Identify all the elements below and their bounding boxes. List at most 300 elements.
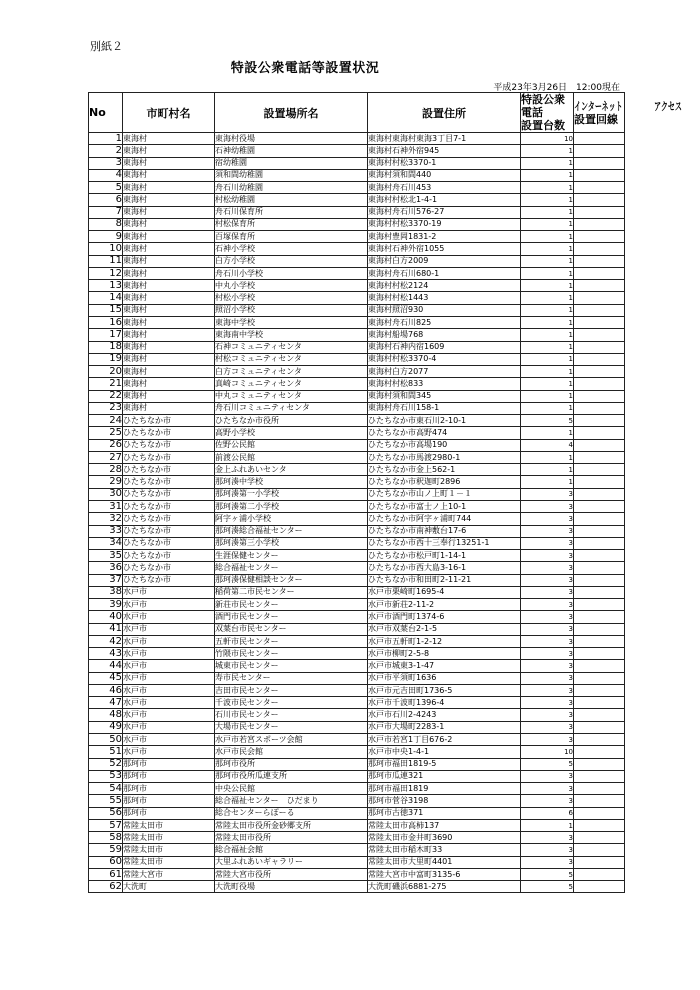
cell-no: 59 <box>89 844 123 856</box>
cell-municipality: 東海村 <box>123 194 215 206</box>
table-row <box>89 684 625 696</box>
header-line: 特設公衆 <box>521 93 565 106</box>
cell-municipality: 大洗町 <box>123 881 215 893</box>
table-row <box>89 390 625 402</box>
cell-place: 石川市民センター <box>215 709 368 721</box>
cell-internet-lines <box>574 746 625 758</box>
cell-internet-lines <box>574 169 625 181</box>
cell-address: 那珂市福田1819 <box>368 783 521 795</box>
table-row <box>89 218 625 230</box>
cell-address: 常陸太田市稲木町33 <box>368 844 521 856</box>
table-row <box>89 439 625 451</box>
cell-phone-count: 3 <box>521 599 574 611</box>
cell-address: 水戸市城東3-1-47 <box>368 660 521 672</box>
cell-municipality: 東海村 <box>123 267 215 279</box>
cell-internet-lines <box>574 758 625 770</box>
cell-place: 那珂市役所瓜連支所 <box>215 770 368 782</box>
cell-phone-count: 1 <box>521 329 574 341</box>
table-row <box>89 255 625 267</box>
cell-place: 舟石川小学校 <box>215 267 368 279</box>
cell-no: 54 <box>89 783 123 795</box>
cell-place: 須和間幼稚園 <box>215 169 368 181</box>
cell-address: 大洗町磯浜6881-275 <box>368 881 521 893</box>
cell-internet-lines <box>574 206 625 218</box>
cell-no: 11 <box>89 255 123 267</box>
cell-place: 那珂湊第一小学校 <box>215 488 368 500</box>
cell-internet-lines <box>574 611 625 623</box>
cell-phone-count: 5 <box>521 868 574 880</box>
cell-address: 水戸市元吉田町1736-5 <box>368 684 521 696</box>
cell-place: 石神幼稚園 <box>215 145 368 157</box>
cell-phone-count: 3 <box>521 684 574 696</box>
table-row <box>89 280 625 292</box>
cell-internet-lines <box>574 366 625 378</box>
cell-no: 33 <box>89 525 123 537</box>
cell-no: 6 <box>89 194 123 206</box>
cell-internet-lines <box>574 329 625 341</box>
table-row <box>89 832 625 844</box>
cell-address: 東海村村松3370-4 <box>368 353 521 365</box>
cell-place: 金上ふれあいセンタ <box>215 464 368 476</box>
cell-no: 16 <box>89 316 123 328</box>
cell-place: 東海村役場 <box>215 133 368 145</box>
cell-place: 村松小学校 <box>215 292 368 304</box>
cell-no: 37 <box>89 574 123 586</box>
cell-internet-lines <box>574 586 625 598</box>
cell-municipality: 水戸市 <box>123 697 215 709</box>
table-row <box>89 341 625 353</box>
cell-no: 39 <box>89 599 123 611</box>
cell-phone-count: 10 <box>521 133 574 145</box>
cell-phone-count: 3 <box>521 611 574 623</box>
cell-no: 13 <box>89 280 123 292</box>
table-row <box>89 476 625 488</box>
cell-municipality: ひたちなか市 <box>123 500 215 512</box>
cell-place: 白方小学校 <box>215 255 368 267</box>
cell-no: 10 <box>89 243 123 255</box>
cell-municipality: 東海村 <box>123 292 215 304</box>
cell-internet-lines <box>574 623 625 635</box>
cell-municipality: 東海村 <box>123 341 215 353</box>
cell-phone-count: 1 <box>521 378 574 390</box>
table-row <box>89 231 625 243</box>
cell-municipality: ひたちなか市 <box>123 537 215 549</box>
cell-place: 総合福祉センター ひだまり <box>215 795 368 807</box>
cell-municipality: 水戸市 <box>123 623 215 635</box>
cell-phone-count: 3 <box>521 672 574 684</box>
cell-place: 稲荷第二市民センター <box>215 586 368 598</box>
table-row <box>89 550 625 562</box>
table-row <box>89 783 625 795</box>
cell-no: 4 <box>89 169 123 181</box>
cell-address: 東海村舟石川680-1 <box>368 267 521 279</box>
cell-no: 21 <box>89 378 123 390</box>
cell-municipality: 水戸市 <box>123 611 215 623</box>
table-row <box>89 562 625 574</box>
cell-place: 中央公民館 <box>215 783 368 795</box>
cell-place: 大洗町役場 <box>215 881 368 893</box>
cell-address: 水戸市石川2-4243 <box>368 709 521 721</box>
installation-table <box>88 92 682 893</box>
cell-municipality: 那珂市 <box>123 758 215 770</box>
cell-address: 東海村白方2077 <box>368 366 521 378</box>
cell-address: 東海村石神内宿1609 <box>368 341 521 353</box>
cell-address: ひたちなか市南神敷台17-6 <box>368 525 521 537</box>
table-row <box>89 267 625 279</box>
cell-no: 15 <box>89 304 123 316</box>
cell-no: 8 <box>89 218 123 230</box>
cell-no: 3 <box>89 157 123 169</box>
cell-municipality: 東海村 <box>123 390 215 402</box>
cell-phone-count: 1 <box>521 341 574 353</box>
cell-no: 22 <box>89 390 123 402</box>
cell-phone-count: 3 <box>521 488 574 500</box>
cell-phone-count: 3 <box>521 795 574 807</box>
cell-phone-count: 3 <box>521 586 574 598</box>
cell-phone-count: 4 <box>521 439 574 451</box>
cell-phone-count: 5 <box>521 415 574 427</box>
cell-internet-lines <box>574 316 625 328</box>
cell-municipality: 東海村 <box>123 133 215 145</box>
cell-place: 宿幼稚園 <box>215 157 368 169</box>
cell-phone-count: 1 <box>521 427 574 439</box>
header-line: 設置回線 <box>574 112 618 126</box>
cell-phone-count: 3 <box>521 770 574 782</box>
cell-place: 千波市民センター <box>215 697 368 709</box>
cell-municipality: 水戸市 <box>123 599 215 611</box>
cell-phone-count: 1 <box>521 402 574 414</box>
cell-internet-lines <box>574 292 625 304</box>
cell-municipality: 水戸市 <box>123 709 215 721</box>
cell-internet-lines <box>574 402 625 414</box>
cell-no: 41 <box>89 623 123 635</box>
table-row <box>89 697 625 709</box>
cell-internet-lines <box>574 341 625 353</box>
cell-internet-lines <box>574 734 625 746</box>
cell-phone-count: 1 <box>521 280 574 292</box>
table-row <box>89 807 625 819</box>
cell-address: 東海村東海村東海3丁目7-1 <box>368 133 521 145</box>
cell-address: 東海村村松3370-1 <box>368 157 521 169</box>
cell-address: 東海村村松833 <box>368 378 521 390</box>
header-line: 電話 <box>521 106 543 119</box>
cell-internet-lines <box>574 770 625 782</box>
cell-address: ひたちなか市東石川2-10-1 <box>368 415 521 427</box>
cell-no: 48 <box>89 709 123 721</box>
cell-phone-count: 10 <box>521 746 574 758</box>
cell-place: 竹隈市民センター <box>215 648 368 660</box>
table-row <box>89 402 625 414</box>
table-row <box>89 746 625 758</box>
table-row <box>89 378 625 390</box>
cell-municipality: 東海村 <box>123 280 215 292</box>
cell-phone-count: 1 <box>521 464 574 476</box>
cell-municipality: 東海村 <box>123 366 215 378</box>
cell-phone-count: 3 <box>521 623 574 635</box>
cell-no: 45 <box>89 672 123 684</box>
cell-municipality: ひたちなか市 <box>123 574 215 586</box>
cell-address: 水戸市双葉台2-1-5 <box>368 623 521 635</box>
cell-address: 東海村船場768 <box>368 329 521 341</box>
cell-no: 27 <box>89 451 123 463</box>
cell-municipality: 東海村 <box>123 231 215 243</box>
table-row <box>89 721 625 733</box>
cell-municipality: 東海村 <box>123 157 215 169</box>
cell-internet-lines <box>574 464 625 476</box>
cell-place: 大里ふれあいギャラリー <box>215 856 368 868</box>
cell-municipality: ひたちなか市 <box>123 439 215 451</box>
cell-address: 東海村石神外宿945 <box>368 145 521 157</box>
table-row <box>89 500 625 512</box>
cell-internet-lines <box>574 574 625 586</box>
cell-phone-count: 1 <box>521 243 574 255</box>
cell-phone-count: 5 <box>521 758 574 770</box>
cell-internet-lines <box>574 562 625 574</box>
cell-internet-lines <box>574 635 625 647</box>
cell-municipality: 東海村 <box>123 218 215 230</box>
table-row <box>89 758 625 770</box>
table-row <box>89 574 625 586</box>
cell-internet-lines <box>574 243 625 255</box>
column-header-municipality: 市町村名 <box>123 93 215 133</box>
cell-place: 水戸市民会館 <box>215 746 368 758</box>
cell-place: 城東市民センター <box>215 660 368 672</box>
cell-phone-count: 3 <box>521 844 574 856</box>
cell-no: 32 <box>89 513 123 525</box>
cell-no: 61 <box>89 868 123 880</box>
table-row <box>89 292 625 304</box>
table-row <box>89 868 625 880</box>
cell-phone-count: 3 <box>521 660 574 672</box>
cell-place: 常陸太田市役所金砂郷支所 <box>215 819 368 831</box>
table-row <box>89 525 625 537</box>
cell-phone-count: 3 <box>521 574 574 586</box>
cell-place: 那珂湊保健相談センター <box>215 574 368 586</box>
cell-internet-lines <box>574 231 625 243</box>
cell-municipality: ひたちなか市 <box>123 525 215 537</box>
cell-address: 常陸太田市高柿137 <box>368 819 521 831</box>
table-row <box>89 537 625 549</box>
table-row <box>89 611 625 623</box>
cell-municipality: 東海村 <box>123 304 215 316</box>
cell-phone-count: 3 <box>521 734 574 746</box>
cell-no: 18 <box>89 341 123 353</box>
cell-no: 58 <box>89 832 123 844</box>
cell-no: 62 <box>89 881 123 893</box>
cell-phone-count: 1 <box>521 292 574 304</box>
cell-place: 生涯保健センター <box>215 550 368 562</box>
cell-internet-lines <box>574 513 625 525</box>
cell-internet-lines <box>574 795 625 807</box>
cell-no: 49 <box>89 721 123 733</box>
cell-internet-lines <box>574 525 625 537</box>
cell-municipality: 常陸大宮市 <box>123 868 215 880</box>
table-row <box>89 660 625 672</box>
table-row <box>89 243 625 255</box>
cell-internet-lines <box>574 660 625 672</box>
cell-internet-lines <box>574 157 625 169</box>
cell-municipality: ひたちなか市 <box>123 415 215 427</box>
table-row <box>89 734 625 746</box>
cell-municipality: ひたちなか市 <box>123 550 215 562</box>
cell-municipality: 水戸市 <box>123 660 215 672</box>
cell-address: ひたちなか市釈迦町2896 <box>368 476 521 488</box>
cell-internet-lines <box>574 856 625 868</box>
cell-internet-lines <box>574 218 625 230</box>
cell-phone-count: 1 <box>521 316 574 328</box>
cell-no: 50 <box>89 734 123 746</box>
cell-phone-count: 3 <box>521 856 574 868</box>
header-line: インターネット <box>574 99 623 113</box>
cell-internet-lines <box>574 672 625 684</box>
cell-address: 東海村舟石川158-1 <box>368 402 521 414</box>
table-row <box>89 169 625 181</box>
table-row <box>89 415 625 427</box>
cell-no: 46 <box>89 684 123 696</box>
table-row <box>89 881 625 893</box>
cell-address: 東海村村松1443 <box>368 292 521 304</box>
cell-place: 水戸市若宮スポーツ会館 <box>215 734 368 746</box>
cell-no: 12 <box>89 267 123 279</box>
table-row <box>89 206 625 218</box>
cell-internet-lines <box>574 194 625 206</box>
cell-internet-lines <box>574 648 625 660</box>
cell-internet-lines <box>574 476 625 488</box>
cell-place: 村松保育所 <box>215 218 368 230</box>
table-row <box>89 672 625 684</box>
cell-place: 寿市民センター <box>215 672 368 684</box>
column-header-address: 設置住所 <box>368 93 521 133</box>
table-row <box>89 194 625 206</box>
cell-no: 30 <box>89 488 123 500</box>
cell-phone-count: 1 <box>521 476 574 488</box>
table-row <box>89 586 625 598</box>
attachment-label: 別紙２ <box>90 40 123 53</box>
cell-address: ひたちなか市山ノ上町１－１ <box>368 488 521 500</box>
cell-place: 村松幼稚園 <box>215 194 368 206</box>
document-title: 特設公衆電話等設置状況 <box>230 61 380 76</box>
cell-phone-count: 3 <box>521 648 574 660</box>
cell-internet-lines <box>574 868 625 880</box>
cell-municipality: 常陸太田市 <box>123 844 215 856</box>
cell-place: 百塚保育所 <box>215 231 368 243</box>
cell-place: 総合センターらぽーる <box>215 807 368 819</box>
column-header-internet-lines <box>574 93 682 133</box>
cell-internet-lines <box>574 832 625 844</box>
cell-municipality: 常陸太田市 <box>123 819 215 831</box>
cell-address: 常陸大宮市中富町3135-6 <box>368 868 521 880</box>
cell-internet-lines <box>574 182 625 194</box>
cell-internet-lines <box>574 255 625 267</box>
cell-place: 酒門市民センター <box>215 611 368 623</box>
cell-phone-count: 1 <box>521 267 574 279</box>
cell-no: 44 <box>89 660 123 672</box>
cell-no: 28 <box>89 464 123 476</box>
cell-no: 34 <box>89 537 123 549</box>
table-row <box>89 329 625 341</box>
cell-address: 東海村舟石川576-27 <box>368 206 521 218</box>
cell-municipality: 東海村 <box>123 402 215 414</box>
cell-internet-lines <box>574 881 625 893</box>
table-body <box>89 133 625 893</box>
cell-address: 水戸市新荘2-11-2 <box>368 599 521 611</box>
cell-phone-count: 3 <box>521 513 574 525</box>
cell-phone-count: 1 <box>521 182 574 194</box>
table-row <box>89 488 625 500</box>
cell-no: 25 <box>89 427 123 439</box>
header-line: アクセス <box>653 99 682 113</box>
cell-phone-count: 3 <box>521 721 574 733</box>
cell-phone-count: 1 <box>521 304 574 316</box>
cell-internet-lines <box>574 537 625 549</box>
cell-address: 那珂市瓜連321 <box>368 770 521 782</box>
column-header-no: No <box>89 93 123 133</box>
cell-municipality: 水戸市 <box>123 684 215 696</box>
cell-internet-lines <box>574 697 625 709</box>
cell-internet-lines <box>574 304 625 316</box>
cell-no: 29 <box>89 476 123 488</box>
cell-place: 阿字ヶ浦小学校 <box>215 513 368 525</box>
cell-no: 23 <box>89 402 123 414</box>
cell-place: 中丸小学校 <box>215 280 368 292</box>
table-row <box>89 623 625 635</box>
cell-internet-lines <box>574 599 625 611</box>
cell-phone-count: 3 <box>521 697 574 709</box>
cell-place: ひたちなか市役所 <box>215 415 368 427</box>
table-row <box>89 316 625 328</box>
cell-address: 東海村舟石川825 <box>368 316 521 328</box>
cell-internet-lines <box>574 280 625 292</box>
cell-municipality: 東海村 <box>123 329 215 341</box>
cell-phone-count: 3 <box>521 500 574 512</box>
table-row <box>89 513 625 525</box>
cell-place: 那珂湊中学校 <box>215 476 368 488</box>
table-row <box>89 182 625 194</box>
cell-phone-count: 3 <box>521 537 574 549</box>
cell-no: 36 <box>89 562 123 574</box>
cell-municipality: 那珂市 <box>123 807 215 819</box>
cell-place: 舟石川コミュニティセンタ <box>215 402 368 414</box>
cell-address: ひたちなか市阿字ヶ浦町744 <box>368 513 521 525</box>
cell-no: 42 <box>89 635 123 647</box>
cell-place: 佐野公民館 <box>215 439 368 451</box>
cell-internet-lines <box>574 550 625 562</box>
cell-place: 東海南中学校 <box>215 329 368 341</box>
cell-address: 水戸市中央1-4-1 <box>368 746 521 758</box>
cell-place: 舟石川幼稚園 <box>215 182 368 194</box>
cell-place: 照沼小学校 <box>215 304 368 316</box>
cell-municipality: ひたちなか市 <box>123 451 215 463</box>
cell-phone-count: 1 <box>521 194 574 206</box>
cell-phone-count: 3 <box>521 832 574 844</box>
cell-no: 60 <box>89 856 123 868</box>
cell-no: 2 <box>89 145 123 157</box>
cell-phone-count: 3 <box>521 783 574 795</box>
cell-no: 1 <box>89 133 123 145</box>
cell-address: ひたちなか市和田町2-11-21 <box>368 574 521 586</box>
cell-no: 31 <box>89 500 123 512</box>
table-row <box>89 635 625 647</box>
cell-place: 那珂湊総合福祉センター <box>215 525 368 537</box>
cell-no: 52 <box>89 758 123 770</box>
cell-address: 東海村村松北1-4-1 <box>368 194 521 206</box>
cell-no: 9 <box>89 231 123 243</box>
cell-municipality: 常陸太田市 <box>123 832 215 844</box>
cell-address: 東海村須和間345 <box>368 390 521 402</box>
cell-phone-count: 3 <box>521 635 574 647</box>
cell-address: 東海村村松3370-19 <box>368 218 521 230</box>
cell-place: 吉田市民センター <box>215 684 368 696</box>
